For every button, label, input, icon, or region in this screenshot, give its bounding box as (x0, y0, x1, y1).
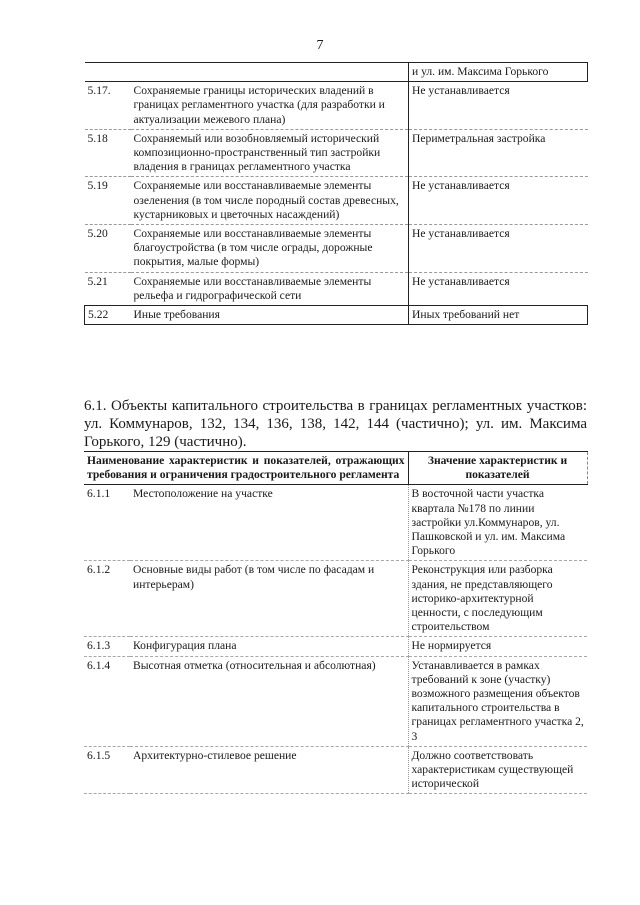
row-number: 6.1.3 (84, 637, 130, 656)
row-value: Устанавливается в рамках требований к зоне (участку) возможного размещения объектов капитального строительства в границах регламентного участка 2, 3 (408, 656, 587, 746)
table-row (85, 306, 588, 325)
row-number: 5.21 (85, 272, 131, 305)
row-number: 5.17. (85, 82, 131, 130)
table-row (85, 225, 588, 273)
row-description: Основные виды работ (в том числе по фасадам и интерьерам) (130, 561, 408, 637)
requirements-table-6 (84, 451, 588, 794)
requirements-table-5 (84, 62, 588, 325)
table-row (84, 637, 587, 656)
table-row (85, 272, 588, 305)
row-description: Сохраняемый или возобновляемый исторический композиционно-пространственный тип застройки владения в границах регламентного участка (131, 129, 409, 177)
header-value: Значение характеристик и показателей (408, 452, 587, 485)
table-header-row (84, 452, 587, 485)
row-value: Не устанавливается (409, 225, 588, 273)
row-value: Не нормируется (408, 637, 587, 656)
row-number: 6.1.5 (84, 746, 130, 794)
table-row (84, 485, 587, 561)
row-value: и ул. им. Максима Горького (409, 63, 588, 82)
table-row (84, 561, 587, 637)
row-number: 5.22 (85, 306, 131, 325)
section-heading: 6.1. Объекты капитального строительства в границах регламентных участков: ул. Коммунаров, 132, 134, 136, 138, 142, 144 (частично); ул. им. Максима Горького, 129 (частично). (84, 398, 587, 450)
row-value: Периметральная застройка (409, 129, 588, 177)
row-value: Не устанавливается (409, 272, 588, 305)
page-number: 7 (316, 38, 324, 53)
row-number: 5.20 (85, 225, 131, 273)
row-description: Сохраняемые границы исторических владений в границах регламентного участка (для разработки и актуализации межевого плана) (131, 82, 409, 130)
row-value: Не устанавливается (409, 177, 588, 225)
row-number: 6.1.4 (84, 656, 130, 746)
row-description: Сохраняемые или восстанавливаемые элементы благоустройства (в том числе ограды, дорожные покрытия, малые формы) (131, 225, 409, 273)
row-description: Архитектурно-стилевое решение (130, 746, 408, 794)
table-row (85, 82, 588, 130)
row-number: 6.1.1 (84, 485, 130, 561)
row-description: Конфигурация плана (130, 637, 408, 656)
row-value: Иных требований нет (409, 306, 588, 325)
table-row (85, 177, 588, 225)
row-description: Сохраняемые или восстанавливаемые элементы рельефа и гидрографической сети (131, 272, 409, 305)
row-number: 5.18 (85, 129, 131, 177)
row-value: Реконструкция или разборка здания, не представляющего историко-архитектурной ценности, с последующим строительством (408, 561, 587, 637)
row-description: Местоположение на участке (130, 485, 408, 561)
header-name: Наименование характеристик и показателей, отражающих требования и ограничения градостроительного регламента (84, 452, 408, 485)
row-number: 6.1.2 (84, 561, 130, 637)
table-row (85, 63, 588, 82)
table-row (84, 746, 587, 794)
row-description: Высотная отметка (относительная и абсолютная) (130, 656, 408, 746)
row-description: Иные требования (131, 306, 409, 325)
row-value: В восточной части участка квартала №178 по линии застройки ул.Коммунаров, ул. Пашковской и ул. им. Максима Горького (408, 485, 587, 561)
row-description: Сохраняемые или восстанавливаемые элементы озеленения (в том числе породный состав древесных, кустарниковых и цветочных насаждений) (131, 177, 409, 225)
row-value: Должно соответствовать характеристикам существующей исторической (408, 746, 587, 794)
row-value: Не устанавливается (409, 82, 588, 130)
table-row (85, 129, 588, 177)
table-row (84, 656, 587, 746)
row-number: 5.19 (85, 177, 131, 225)
